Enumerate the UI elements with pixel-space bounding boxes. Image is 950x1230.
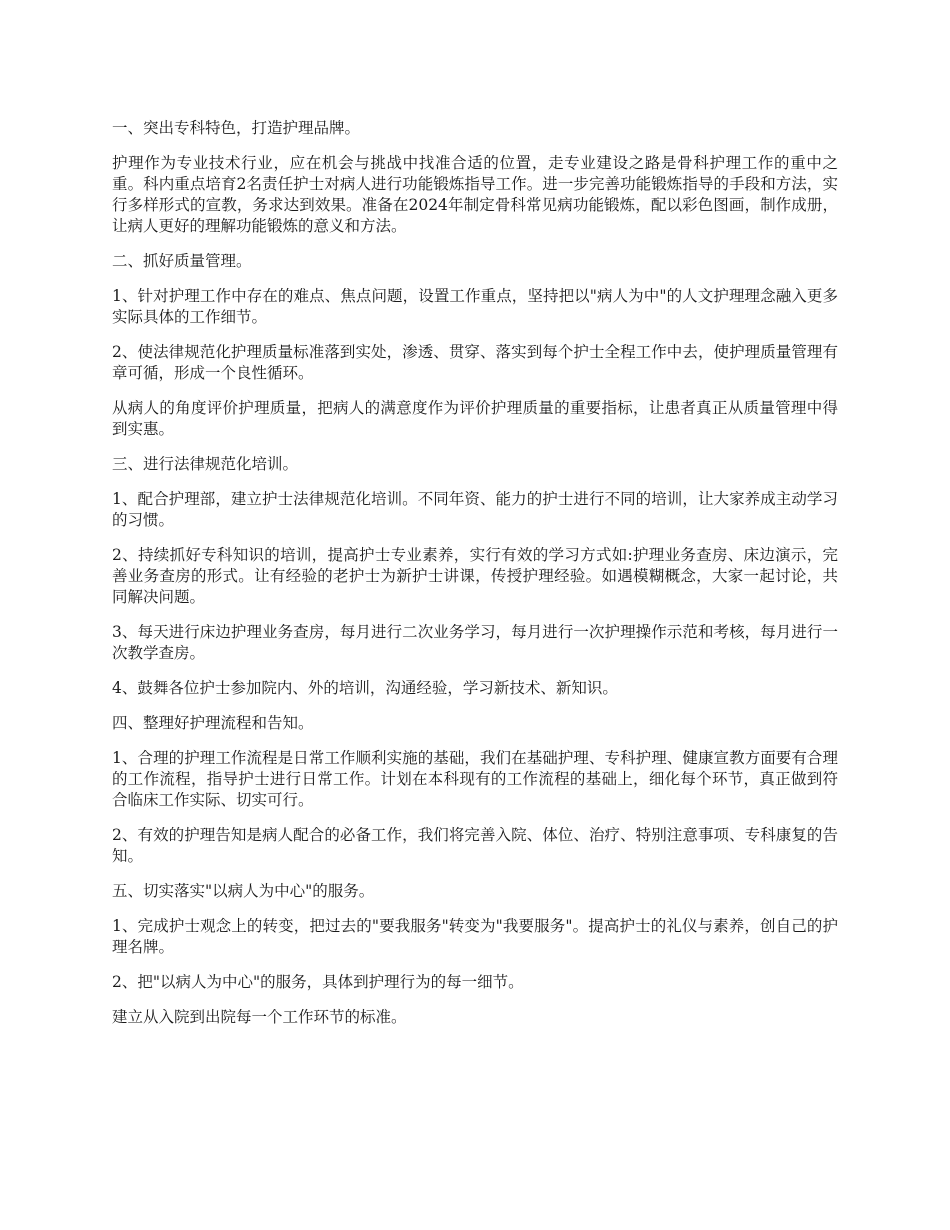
section-heading-3: 三、进行法律规范化培训。 <box>112 455 299 473</box>
section-heading-4: 四、整理好护理流程和告知。 <box>112 714 314 732</box>
section-heading-2: 二、抓好质量管理。 <box>112 252 252 270</box>
paragraph: 1、合理的护理工作流程是日常工作顺利实施的基础，我们在基础护理、专科护理、健康宣教方面要有合理的工作流程，指导护士进行日常工作。计划在本科现有的工作流程的基础上，细化每个环节，真正做到符合临床工作实际、切实可行。 <box>112 749 838 809</box>
paragraph: 2、使法律规范化护理质量标准落到实处，渗透、贯穿、落实到每个护士全程工作中去，使护理质量管理有章可循，形成一个良性循环。 <box>112 343 838 382</box>
paragraph: 1、针对护理工作中存在的难点、焦点问题，设置工作重点，坚持把以"病人为中"的人文护理理念融入更多实际具体的工作细节。 <box>112 287 838 326</box>
paragraph: 4、鼓舞各位护士参加院内、外的培训，沟通经验，学习新技术、新知识。 <box>112 679 618 697</box>
paragraph: 1、配合护理部，建立护士法律规范化培训。不同年资、能力的护士进行不同的培训，让大家养成主动学习的习惯。 <box>112 490 838 529</box>
document-page <box>112 118 838 1042</box>
paragraph: 建立从入院到出院每一个工作环节的标准。 <box>112 1008 407 1026</box>
paragraph: 2、有效的护理告知是病人配合的必备工作，我们将完善入院、体位、治疗、特别注意事项、专科康复的告知。 <box>112 826 838 865</box>
paragraph: 2、持续抓好专科知识的培训，提高护士专业素养，实行有效的学习方式如:护理业务查房、床边演示，完善业务查房的形式。让有经验的老护士为新护士讲课，传授护理经验。如遇模糊概念，大家一起讨论，共同解决问题。 <box>112 546 838 606</box>
paragraph: 2、把"以病人为中心"的服务，具体到护理行为的每一细节。 <box>112 973 524 991</box>
paragraph: 护理作为专业技术行业，应在机会与挑战中找准合适的位置，走专业建设之路是骨科护理工作的重中之重。科内重点培育2名责任护士对病人进行功能锻炼指导工作。进一步完善功能锻炼指导的手段和方法，实行多样形式的宣教，务求达到效果。准备在2024年制定骨科常见病功能锻炼，配以彩色图画，制作成册，让病人更好的理解功能锻炼的意义和方法。 <box>112 154 838 235</box>
paragraph: 3、每天进行床边护理业务查房，每月进行二次业务学习，每月进行一次护理操作示范和考核，每月进行一次教学查房。 <box>112 623 838 662</box>
section-heading-1: 一、突出专科特色，打造护理品牌。 <box>112 119 361 137</box>
paragraph: 1、完成护士观念上的转变，把过去的"要我服务"转变为"我要服务"。提高护士的礼仪与素养，创自己的护理名牌。 <box>112 917 838 956</box>
section-heading-5: 五、切实落实"以病人为中心"的服务。 <box>112 882 375 900</box>
paragraph: 从病人的角度评价护理质量，把病人的满意度作为评价护理质量的重要指标，让患者真正从质量管理中得到实惠。 <box>112 399 838 438</box>
